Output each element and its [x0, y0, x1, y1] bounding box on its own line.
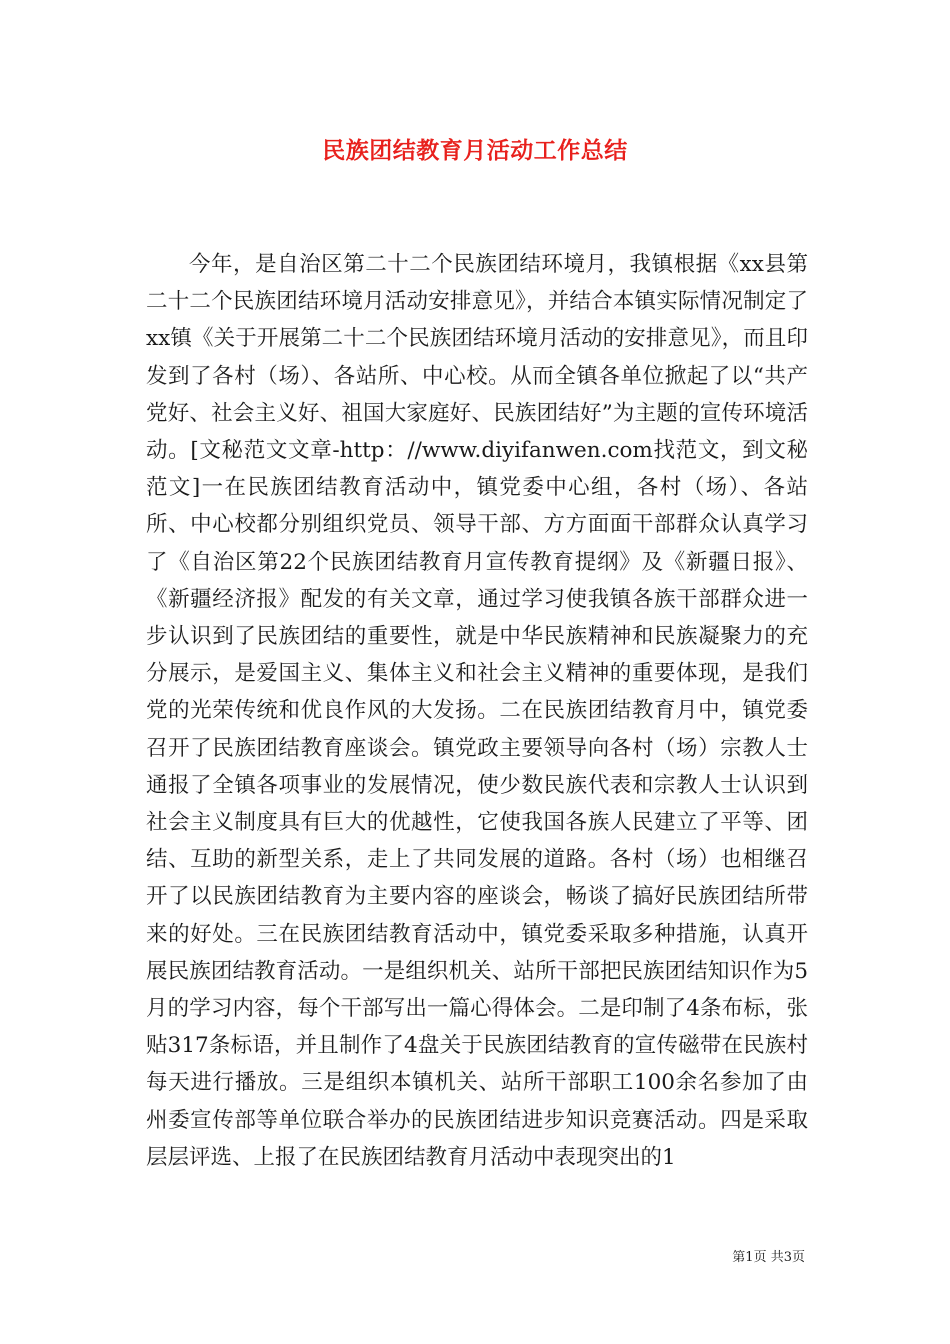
document-body: 今年，是自治区第二十二个民族团结环境月，我镇根据《xx县第二十二个民族团结环境月活动安排意见》，并结合本镇实际情况制定了xx镇《关于开展第二十二个民族团结环境月活动的安排意见》，而且印发到了各村（场）、各站所、中心校。从而全镇各单位掀起了以“共产党好、社会主义好、祖国大家庭好、民族团结好”为主题的宣传环境活动。[文秘范文文章-http：//www.diyifanwen.com找范文，到文秘范文]一在民族团结教育活动中，镇党委中心组，各村（场）、各站所、中心校都分别组织党员、领导干部、方方面面干部群众认真学习了《自治区第22个民族团结教育月宣传教育提纲》及《新疆日报》、《新疆经济报》配发的有关文章，通过学习使我镇各族干部群众进一步认识到了民族团结的重要性，就是中华民族精神和民族凝聚力的充分展示，是爱国主义、集体主义和社会主义精神的重要体现，是我们党的光荣传统和优良作风的大发扬。二在民族团结教育月中，镇党委召开了民族团结教育座谈会。镇党政主要领导向各村（场）宗教人士通报了全镇各项事业的发展情况，使少数民族代表和宗教人士认识到社会主义制度具有巨大的优越性，它使我国各族人民建立了平等、团结、互助的新型关系，走上了共同发展的道路。各村（场）也相继召开了以民族团结教育为主要内容的座谈会，畅谈了搞好民族团结所带来的好处。三在民族团结教育活动中，镇党委采取多种措施，认真开展民族团结教育活动。一是组织机关、站所干部把民族团结知识作为5月的学习内容，每个干部写出一篇心得体会。二是印制了4条布标，张贴317条标语，并且制作了4盘关于民族团结教育的宣传磁带在民族村每天进行播放。三是组织本镇机关、站所干部职工100余名参加了由州委宣传部等单位联合举办的民族团结进步知识竞赛活动。四是采取层层评选、上报了在民族团结教育月活动中表现突出的1	[146, 252, 808, 1170]
page-label-suffix: 页	[791, 1250, 805, 1265]
page-indicator	[732, 1246, 805, 1265]
document-title: 民族团结教育月活动工作总结	[322, 137, 628, 164]
current-page-number: 1	[745, 1250, 754, 1265]
page-label-mid: 页 共	[753, 1250, 784, 1265]
total-pages-number: 3	[783, 1250, 792, 1265]
page-label-prefix: 第	[732, 1250, 746, 1265]
